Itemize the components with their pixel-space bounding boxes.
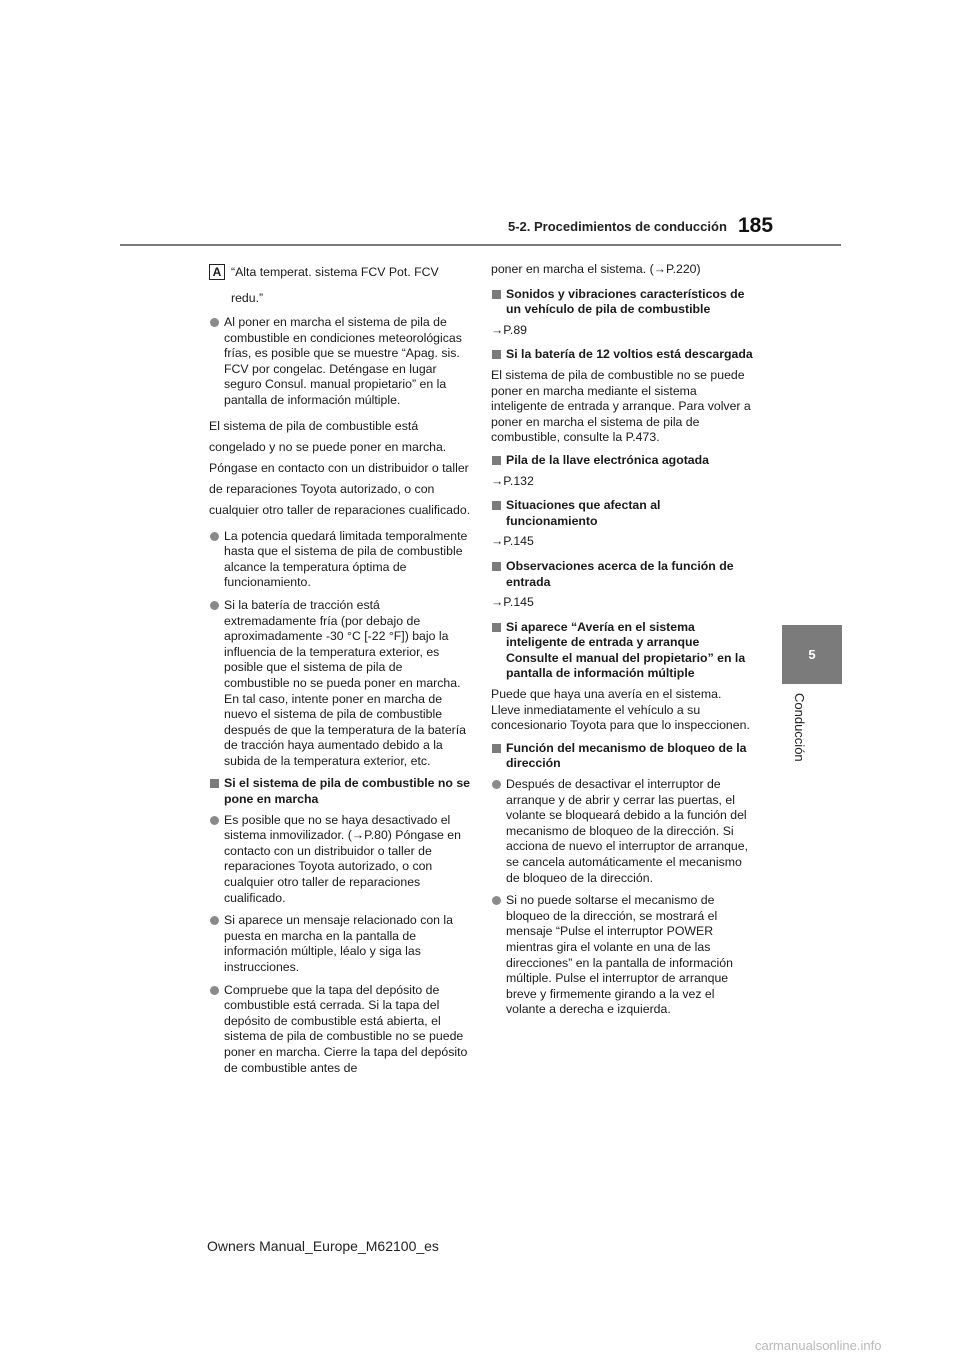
bullet-item: Si no puede soltarse el mecanismo de bloqueo de la dirección, se mostrará el mensaje “Pulse el interruptor POWER mientras gira el volante en una de las direcciones” en la pantalla de información múltiple. Pulse el interruptor de arranque breve y firmemente girando a la vez el volante a derecha e izquierda. <box>491 893 753 1018</box>
bullet-item: La potencia quedará limitada temporalmente hasta que el sistema de pila de combustible alcance la temperatura óptima de funcionamiento. <box>209 529 471 591</box>
bullet-item: Compruebe que la tapa del depósito de combustible está cerrada. Si la tapa del depósito de combustible está abierta, el sistema de pila de combustible no se puede poner en marcha. Cierre la tapa del depósito de combustible antes de <box>209 983 471 1077</box>
bullet-item: Si aparece un mensaje relacionado con la puesta en marcha en la pantalla de información múltiple, léalo y siga las instrucciones. <box>209 913 471 975</box>
section-heading: Observaciones acerca de la función de entrada <box>491 559 753 590</box>
continued-text: poner en marcha el sistema. (→P.220) <box>491 262 701 276</box>
paragraph: El sistema de pila de combustible no se puede poner en marcha mediante el sistema inteligente de entrada y arranque. Para volver a poner en marcha el sistema de pila de combustible, consulte la P.473. <box>491 367 751 445</box>
display-message-a <box>209 262 471 309</box>
paragraph: Puede que haya una avería en el sistema. Lleve inmediatamente el vehículo a su concesionario Toyota para que lo inspeccionen. <box>491 687 750 733</box>
chapter-tab: 5 <box>782 625 842 684</box>
page-reference: →P.145 <box>491 595 534 610</box>
bullet-item: Si la batería de tracción está extremadamente fría (por debajo de aproximadamente -30 °C [-22 °F]) bajo la influencia de la temperatura exterior, es posible que el sistema de pila de combustible no se pueda poner en marcha. En tal caso, intente poner en marcha de nuevo el sistema de pila de combustible después de que la temperatura de la batería de tracción haya aumentado debido a la subida de la temperatura exterior, etc. <box>209 598 471 770</box>
page-reference: →P.145 <box>491 534 534 549</box>
right-column <box>491 262 753 1025</box>
footer-text: Owners Manual_Europe_M62100_es <box>207 1238 439 1254</box>
left-column <box>209 262 471 1083</box>
bullet-item: Al poner en marcha el sistema de pila de combustible en condiciones meteorológicas frías, es posible que se muestre “Apag. sis. FCV por congelac. Deténgase en lugar seguro Consul. manual propietario” en la pantalla de información múltiple. <box>209 315 471 409</box>
page-number: 185 <box>738 214 774 237</box>
section-heading: Si aparece “Avería en el sistema inteligente de entrada y arranque Consulte el manual del propietario” en la pantalla de información múltiple <box>491 620 753 682</box>
label-a-box: A <box>209 264 225 280</box>
section-heading: Si la batería de 12 voltios está descargada <box>491 347 753 363</box>
section-heading: Sonidos y vibraciones característicos de un vehículo de pila de combustible <box>491 287 753 318</box>
bullet-item: Es posible que no se haya desactivado el sistema inmovilizador. (→P.80) Póngase en contacto con un distribuidor o taller de reparaciones Toyota autorizado, o con cualquier otro taller de reparaciones cualificado. <box>209 813 471 907</box>
message-text-line1: “Alta temperat. sistema FCV Pot. FCV <box>231 265 439 279</box>
page-reference: →P.89 <box>491 322 528 337</box>
bullet-item: Después de desactivar el interruptor de arranque y de abrir y cerrar las puertas, el volante se bloqueará debido a la función del mecanismo de bloqueo de la dirección. Si acciona de nuevo el interruptor de arranque, se cancela automáticamente el mecanismo de bloqueo de la dirección. <box>491 777 753 886</box>
watermark-text[interactable]: carmanualsonline.info <box>755 1338 882 1353</box>
paragraph: El sistema de pila de combustible está congelado y no se puede poner en marcha. Póngase en contacto con un distribuidor o taller de reparaciones Toyota autorizado, o con cualquier otro taller de reparaciones cualificado. <box>209 418 471 517</box>
chapter-label: Conducción <box>792 693 807 762</box>
section-title: 5-2. Procedimientos de conducción <box>508 219 727 234</box>
section-heading: Situaciones que afectan al funcionamiento <box>491 498 753 529</box>
header-divider <box>120 244 841 246</box>
message-text-line2: redu.” <box>231 291 264 305</box>
section-heading: Pila de la llave electrónica agotada <box>491 453 753 469</box>
page-reference: →P.132 <box>491 473 534 488</box>
section-heading: Si el sistema de pila de combustible no se pone en marcha <box>209 776 471 807</box>
section-heading: Función del mecanismo de bloqueo de la dirección <box>491 741 753 772</box>
